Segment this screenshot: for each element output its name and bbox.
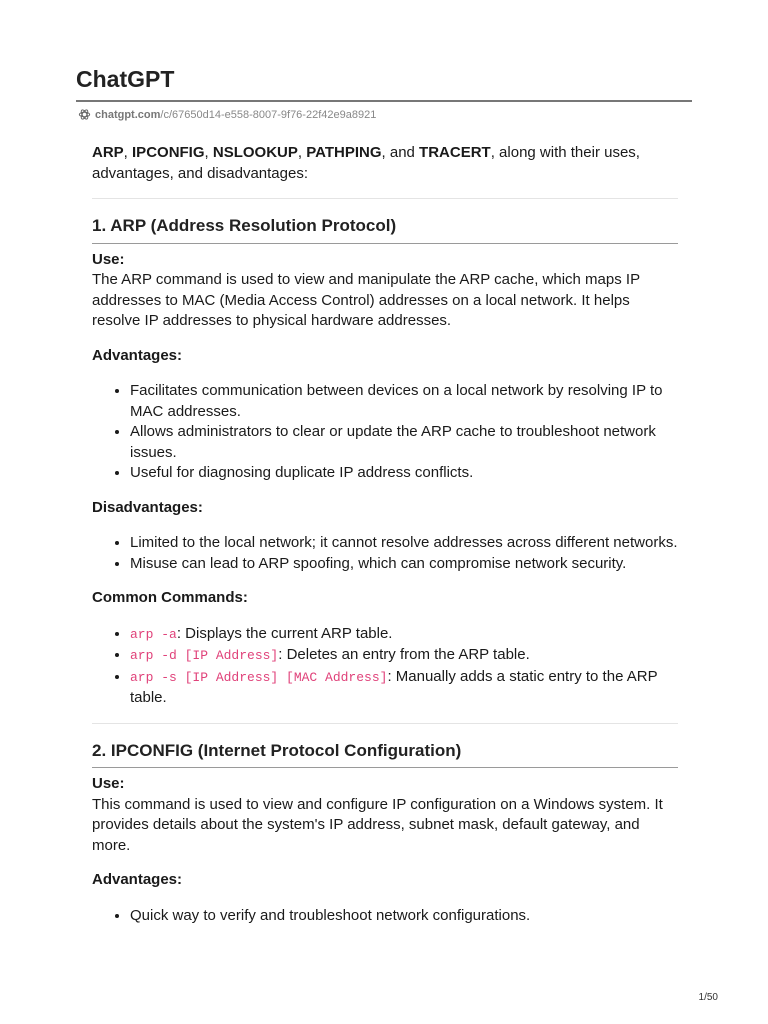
- command-desc: : Displays the current ARP table.: [176, 624, 393, 642]
- command-item: [130, 624, 678, 646]
- list-item: • Quick way to verify and troubleshoot network configurations.: [130, 906, 678, 927]
- disadvantages-list: [92, 533, 678, 574]
- intro-term: TRACERT: [419, 144, 491, 161]
- section-divider: [92, 198, 678, 199]
- command-code: arp -s [IP Address] [MAC Address]: [130, 669, 388, 685]
- use-block: [92, 250, 678, 332]
- use-text: The ARP command is used to view and manipulate the ARP cache, which maps IP addresses to MAC (Media Access Control) addresses on a local network. It helps resolve IP addresses to physical hardware addresses.: [92, 271, 640, 329]
- command-item: [130, 667, 678, 709]
- section-ipconfig: [92, 741, 678, 927]
- list-item: • Useful for diagnosing duplicate IP address conflicts.: [130, 463, 678, 484]
- commands-list: [92, 624, 678, 709]
- page-title: ChatGPT: [76, 66, 175, 92]
- chatgpt-logo-icon: [78, 108, 91, 121]
- advantages-list: [92, 906, 678, 927]
- source-link[interactable]: [78, 108, 376, 121]
- section-divider: [92, 723, 678, 724]
- advantages-label: Advantages:: [92, 871, 183, 888]
- list-item: • Limited to the local network; it cannot resolve addresses across different networks.: [130, 533, 678, 554]
- section-arp: [92, 216, 678, 709]
- advantages-list: [92, 381, 678, 484]
- title-divider: [76, 100, 692, 102]
- disadvantages-label: Disadvantages:: [92, 498, 203, 516]
- command-item: [130, 645, 678, 667]
- intro-paragraph: ARP, IPCONFIG, NSLOOKUP, PATHPING, and TRACERT, along with their uses, advantages, and disadvantages:: [92, 144, 640, 182]
- command-desc: : Manually adds a static entry to the ARP table.: [130, 667, 658, 706]
- list-item: • Misuse can lead to ARP spoofing, which can compromise network security.: [130, 554, 678, 575]
- document-body: [92, 143, 678, 940]
- section-heading: 2. IPCONFIG (Internet Protocol Configuration): [92, 741, 678, 769]
- use-label: Use:: [92, 775, 125, 792]
- common-commands-label: Common Commands:: [92, 589, 248, 606]
- section-heading: 1. ARP (Address Resolution Protocol): [92, 216, 678, 244]
- intro-term: ARP: [92, 144, 124, 161]
- page-number: 1/50: [698, 992, 718, 1003]
- command-desc: : Deletes an entry from the ARP table.: [278, 646, 530, 663]
- use-label: Use:: [92, 250, 125, 268]
- use-text: This command is used to view and configure IP configuration on a Windows system. It provides details about the system's IP address, subnet mask, default gateway, and more.: [92, 795, 663, 854]
- source-path: /c/67650d14-e558-8007-9f76-22f42e9a8921: [160, 108, 377, 121]
- intro-term: PATHPING: [306, 144, 382, 161]
- command-code: arp -d [IP Address]: [130, 648, 279, 663]
- intro-term: NSLOOKUP: [212, 144, 298, 161]
- source-domain: chatgpt.com: [95, 108, 161, 121]
- list-item: • Facilitates communication between devices on a local network by resolving IP to MAC addresses.: [130, 381, 678, 422]
- list-item: • Allows administrators to clear or update the ARP cache to troubleshoot network issues.: [130, 422, 678, 463]
- advantages-label: Advantages:: [92, 346, 183, 364]
- use-block: [92, 774, 678, 856]
- command-code: arp -a: [130, 626, 177, 642]
- intro-term: IPCONFIG: [132, 144, 205, 161]
